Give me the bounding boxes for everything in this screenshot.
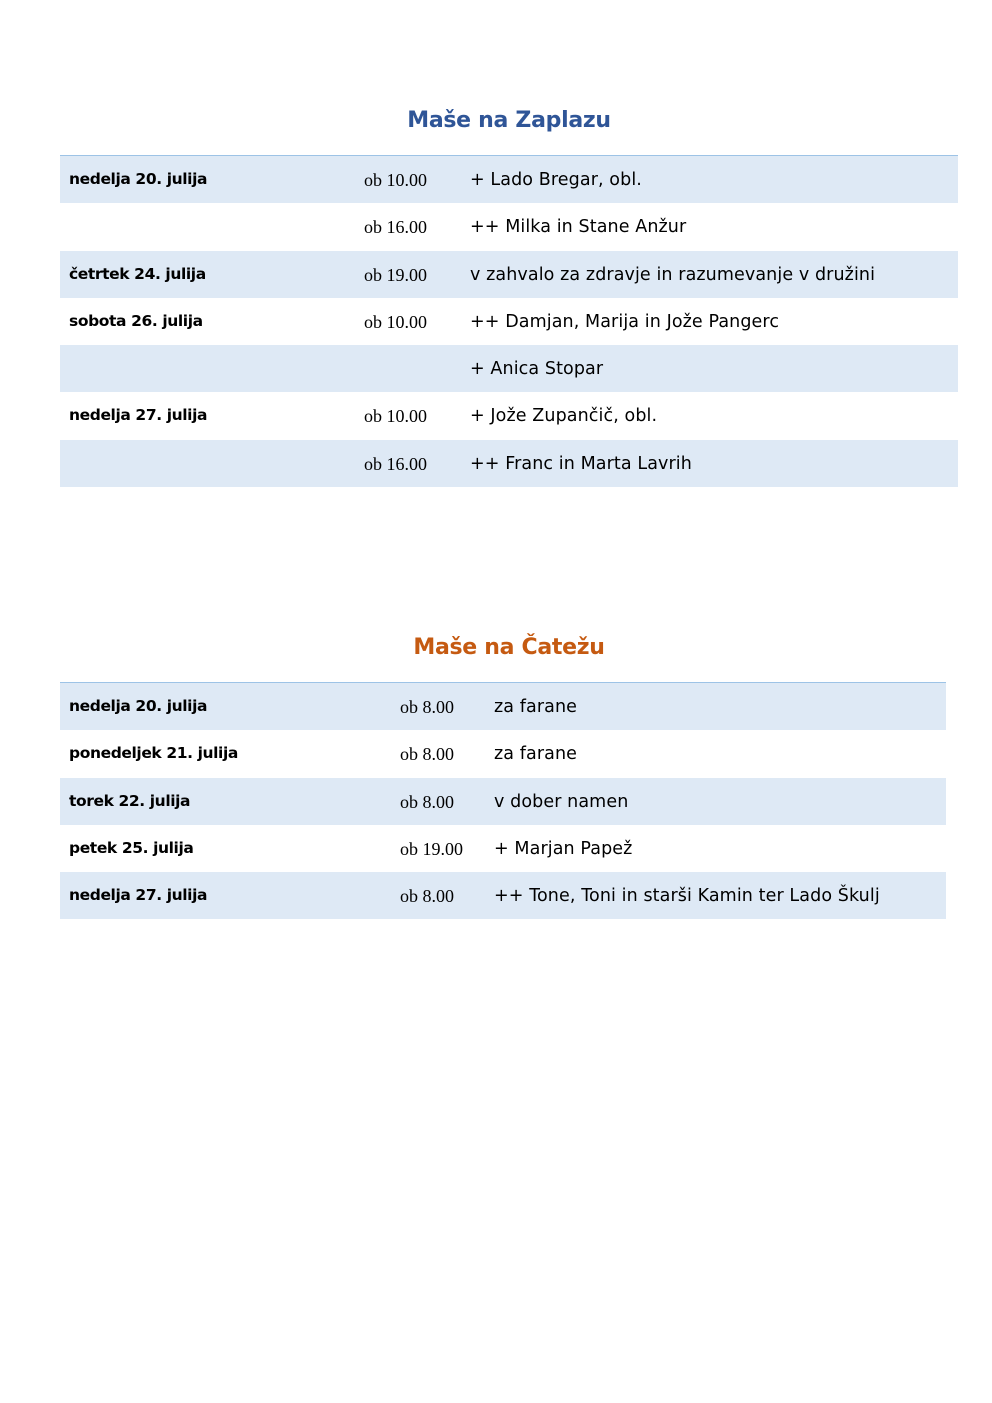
catez-title: Maše na Čatežu <box>413 635 605 660</box>
mass-intention: za farane <box>494 697 578 717</box>
mass-intention: + Anica Stopar <box>470 359 604 380</box>
table-row <box>60 392 958 439</box>
mass-date: nedelja 27. julija <box>69 886 208 905</box>
mass-time: ob 19.00 <box>364 264 427 285</box>
table-row <box>60 345 958 392</box>
zaplaz-mass-table <box>60 155 958 487</box>
mass-intention: + Jože Zupančič, obl. <box>470 406 658 427</box>
mass-date: nedelja 20. julija <box>69 170 208 188</box>
zaplaz-title: Maše na Zaplazu <box>407 108 611 133</box>
mass-time: ob 19.00 <box>400 838 463 859</box>
mass-date: nedelja 27. julija <box>69 406 208 425</box>
mass-date: nedelja 20. julija <box>69 697 208 715</box>
mass-intention: v zahvalo za zdravje in razumevanje v družini <box>470 264 876 285</box>
mass-intention: ++ Franc in Marta Lavrih <box>470 453 692 474</box>
table-row <box>60 156 958 203</box>
table-row <box>60 203 958 250</box>
table-row <box>60 251 958 298</box>
mass-time: ob 8.00 <box>400 886 454 907</box>
mass-time: ob 16.00 <box>364 453 427 474</box>
mass-intention: ++ Milka in Stane Anžur <box>470 217 687 238</box>
table-row <box>60 778 946 825</box>
mass-time: ob 8.00 <box>400 697 454 717</box>
table-row <box>60 440 958 487</box>
table-row <box>60 825 946 872</box>
mass-time: ob 10.00 <box>364 170 427 190</box>
mass-time: ob 8.00 <box>400 791 454 812</box>
table-row <box>60 298 958 345</box>
mass-date: četrtek 24. julija <box>69 264 206 283</box>
mass-time: ob 16.00 <box>364 217 427 238</box>
mass-time: ob 10.00 <box>364 311 427 332</box>
mass-date: ponedeljek 21. julija <box>69 744 238 763</box>
table-row <box>60 730 946 777</box>
table-row <box>60 683 946 730</box>
mass-intention: + Marjan Papež <box>494 838 633 859</box>
mass-intention: v dober namen <box>494 791 629 812</box>
mass-intention: ++ Damjan, Marija in Jože Pangerc <box>470 311 780 332</box>
mass-intention: ++ Tone, Toni in starši Kamin ter Lado Škulj <box>494 886 880 907</box>
mass-time: ob 10.00 <box>364 406 427 427</box>
mass-intention: za farane <box>494 744 578 765</box>
mass-time: ob 8.00 <box>400 744 454 765</box>
catez-mass-table <box>60 682 946 919</box>
mass-date: sobota 26. julija <box>69 311 203 330</box>
mass-intention: + Lado Bregar, obl. <box>470 170 642 190</box>
mass-date: petek 25. julija <box>69 838 194 857</box>
table-row <box>60 872 946 919</box>
mass-date: torek 22. julija <box>69 791 191 810</box>
